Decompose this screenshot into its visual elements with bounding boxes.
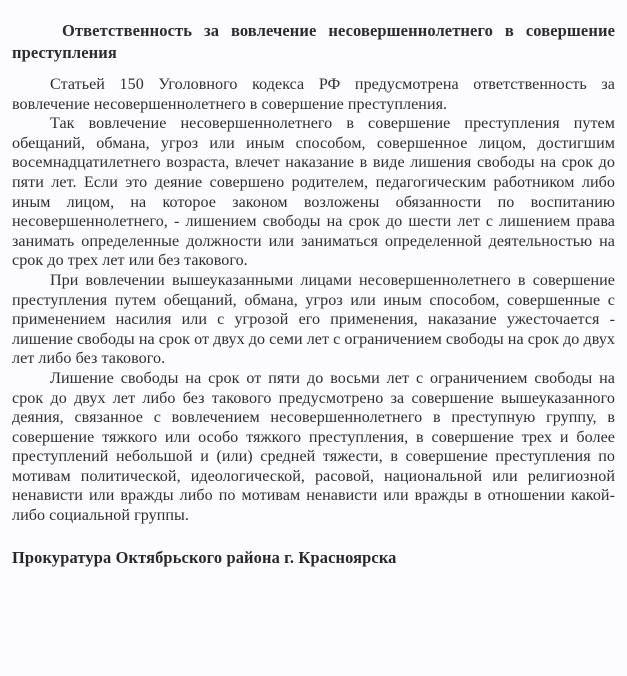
document-signature: Прокуратура Октябрьского района г. Красноярска	[12, 547, 397, 567]
paragraph-4: Лишение свободы на срок от пяти до восьми лет с ограничением свободы на срок до двух лет либо без такового предусмотрено за совершение вышеуказанного деяния, связанное с вовлечением несовершеннолетнего в преступную группу, в совершение тяжкого или особо тяжкого преступления, в совершение трех и более преступлений небольшой и (или) средней тяжести, в совершение преступления по мотивам политической, идеологической, расовой, национальной или религиозной ненависти или вражды либо по мотивам ненависти или вражды в отношении какой-либо социальной группы.	[12, 369, 615, 525]
paragraph-3: При вовлечении вышеуказанными лицами несовершеннолетнего в совершение преступления путем обещаний, обмана, угроз или иным способом, совершенные с применением насилия или с угрозой его применения, наказание ужесточается - лишение свободы на срок от двух до семи лет с ограничением свободы на срок до двух лет либо без такового.	[12, 271, 616, 368]
document-body	[12, 0, 615, 568]
paragraph-1: Статьей 150 Уголовного кодекса РФ предусмотрена ответственность за вовлечение несовершеннолетнего в совершение преступления.	[12, 76, 615, 113]
paragraph-2: Так вовлечение несовершеннолетнего в совершение преступления путем обещаний, обмана, угроз или иным способом, совершенное лицом, достигшим восемнадцатилетнего возраста, влечет наказание в виде лишения свободы на срок до пяти лет. Если это деяние совершено родителем, педагогическим работником либо иным лицом, на которое законом возложены обязанности по воспитанию несовершеннолетнего, - лишением свободы на срок до шести лет с лишением права занимать определенные должности или заниматься определенной деятельностью на срок до трех лет или без такового.	[12, 115, 615, 270]
page-title: Ответственность за вовлечение несовершеннолетнего в совершение преступления	[12, 21, 615, 62]
